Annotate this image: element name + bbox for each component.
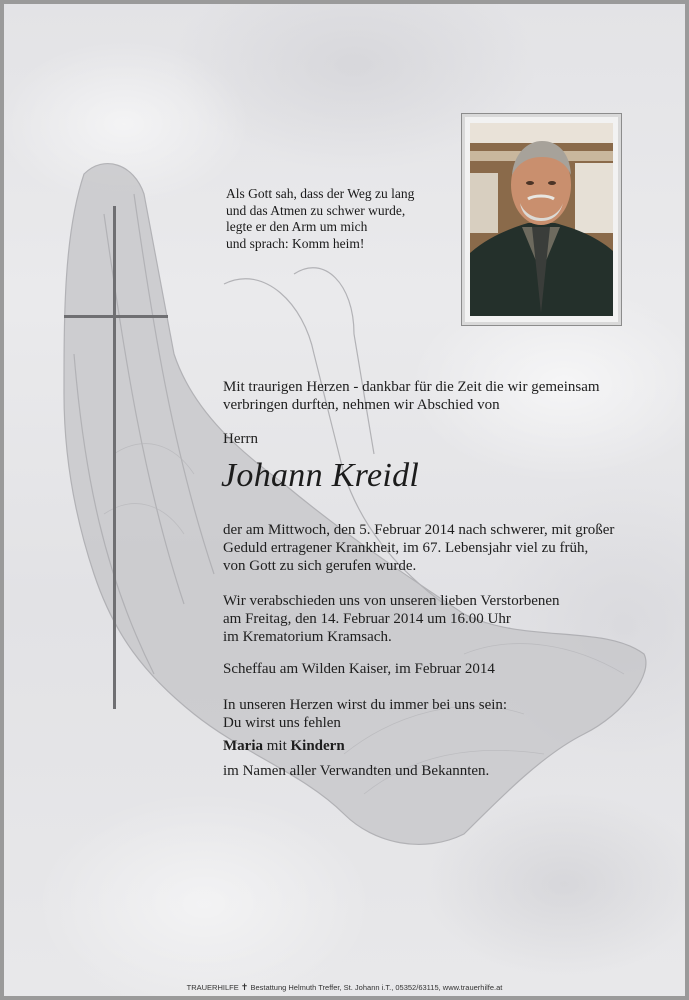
verse-line: Als Gott sah, dass der Weg zu lang bbox=[226, 186, 415, 201]
relatives-text: im Namen aller Verwandten und Bekannten. bbox=[223, 763, 490, 779]
footer-text: Bestattung Helmuth Treffer, St. Johann i.T., 05352/63115, www.trauerhilfe.at bbox=[250, 983, 503, 992]
portrait-photo bbox=[470, 123, 613, 316]
death-notice-line: der am Mittwoch, den 5. Februar 2014 nach schwerer, mit großer bbox=[223, 522, 615, 538]
intro-line: verbringen durften, nehmen wir Abschied von bbox=[223, 397, 500, 413]
farewell-details bbox=[223, 592, 560, 646]
mourner-name: Maria bbox=[223, 738, 263, 754]
deceased-name: Johann Kreidl bbox=[221, 457, 420, 494]
farewell-line: am Freitag, den 14. Februar 2014 um 16.00 Uhr bbox=[223, 611, 511, 627]
portrait-frame bbox=[461, 113, 622, 326]
verse-line: legte er den Arm um mich bbox=[226, 219, 368, 234]
memorial-verse bbox=[226, 186, 446, 252]
cross-vertical-bar bbox=[113, 206, 116, 709]
memory-text bbox=[223, 696, 507, 732]
death-notice-line: von Gott zu sich gerufen wurde. bbox=[223, 558, 417, 574]
mourners bbox=[223, 737, 345, 755]
cross-horizontal-bar bbox=[64, 315, 168, 318]
place-date bbox=[223, 660, 495, 678]
death-notice-line: Geduld ertragener Krankheit, im 67. Lebensjahr viel zu früh, bbox=[223, 540, 589, 556]
memory-line: Du wirst uns fehlen bbox=[223, 715, 341, 731]
intro-text bbox=[223, 378, 663, 414]
footer-cross-icon: ✝ bbox=[240, 982, 249, 992]
verse-line: und sprach: Komm heim! bbox=[226, 235, 365, 251]
salutation: Herrn bbox=[223, 431, 258, 447]
verse-line: und das Atmen zu schwer wurde, bbox=[226, 202, 406, 218]
death-notice bbox=[223, 521, 614, 575]
mourner-name: Kindern bbox=[290, 738, 345, 754]
place-date-text: Scheffau am Wilden Kaiser, im Februar 2014 bbox=[223, 661, 495, 677]
mourner-connector: mit bbox=[266, 738, 287, 754]
relatives-line bbox=[223, 762, 489, 780]
footer-imprint bbox=[4, 982, 685, 993]
farewell-line: im Krematorium Kramsach. bbox=[223, 629, 392, 645]
footer-brand: TRAUERHILFE bbox=[186, 983, 239, 992]
memory-line: In unseren Herzen wirst du immer bei uns sein: bbox=[223, 697, 508, 713]
intro-line: Mit traurigen Herzen - dankbar für die Zeit die wir gemeinsam bbox=[223, 379, 600, 395]
farewell-line: Wir verabschieden uns von unseren lieben Verstorbenen bbox=[223, 593, 560, 609]
